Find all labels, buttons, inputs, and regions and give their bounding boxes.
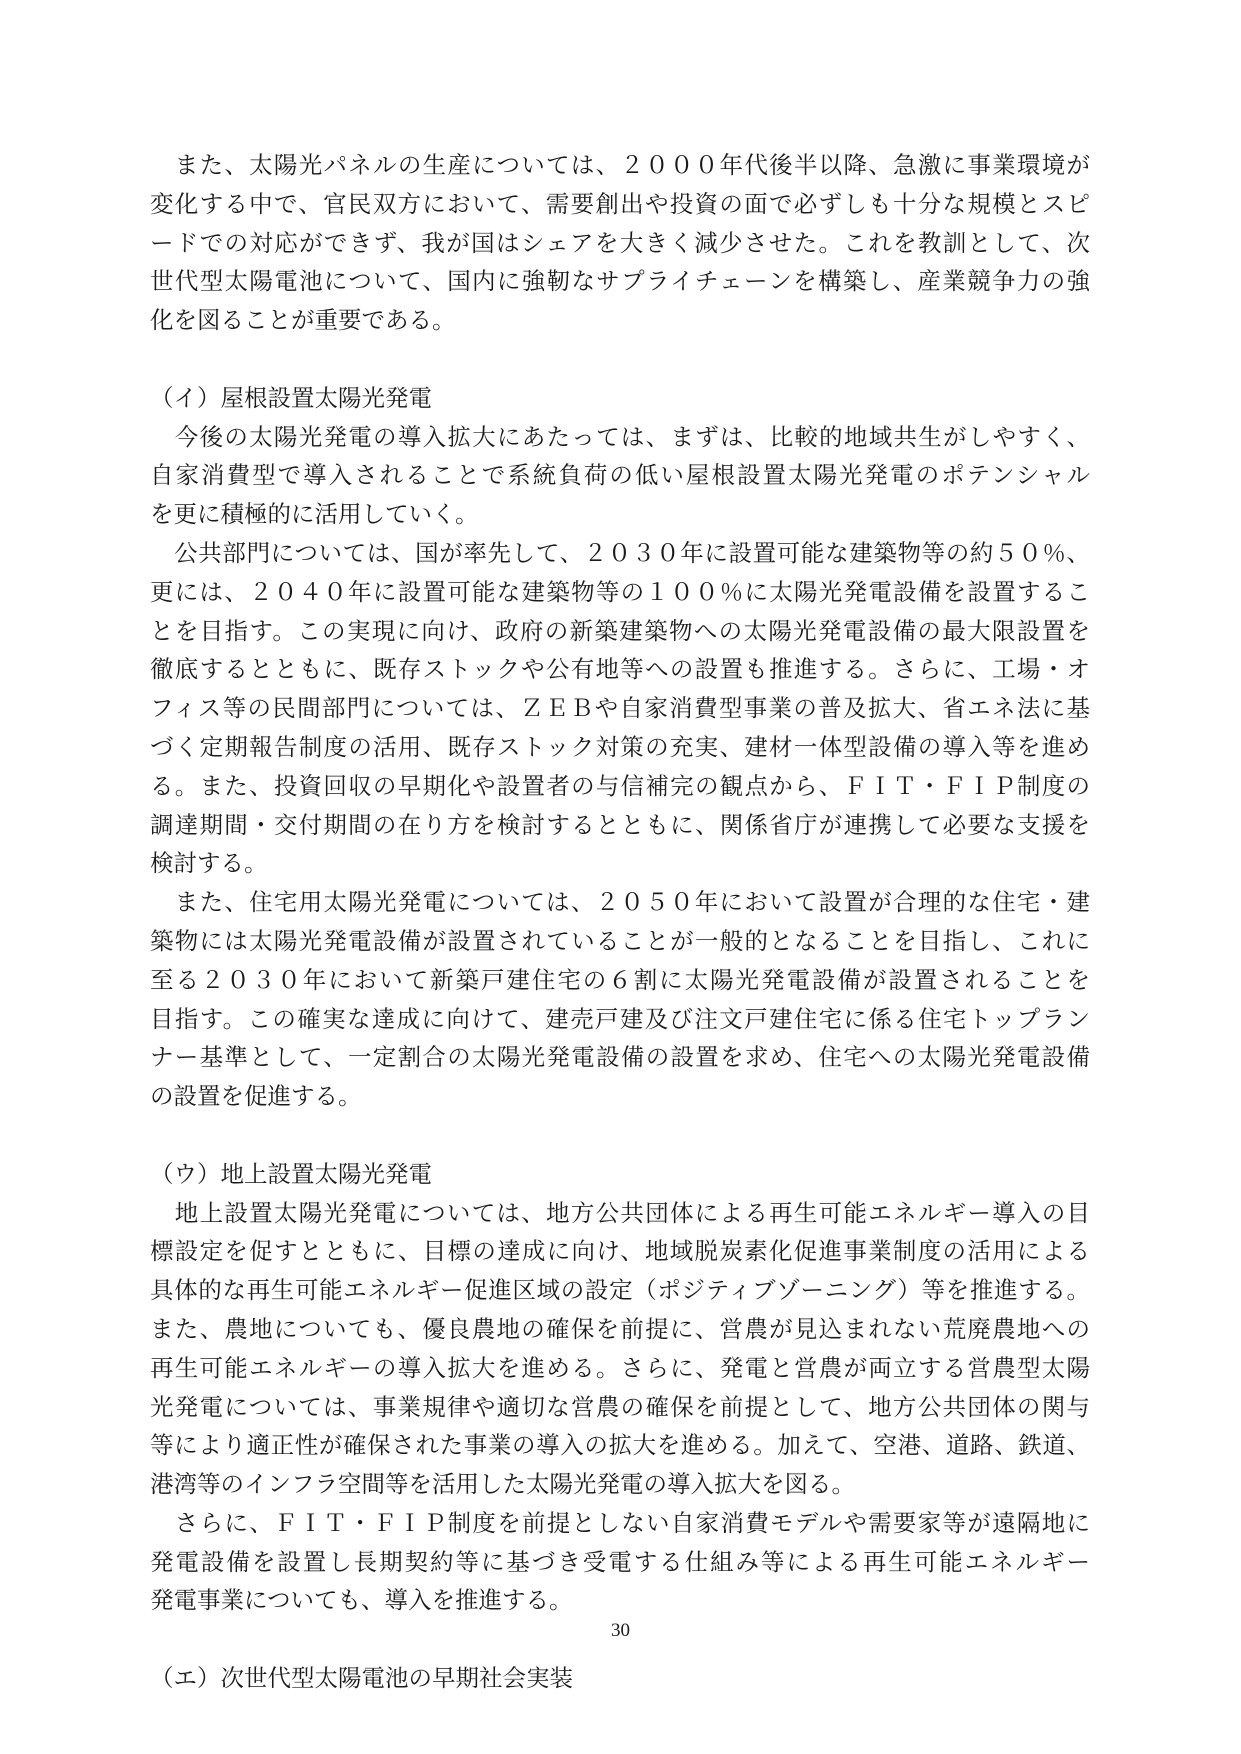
- text-line: 具体的な再生可能エネルギー促進区域の設定（ポジティブゾーニング）等を推進する。: [150, 1276, 1090, 1305]
- text-line: フィス等の民間部門については、ＺＥＢや自家消費型事業の普及拡大、省エネ法に基: [150, 694, 1090, 723]
- text-line: 標設定を促すとともに、目標の達成に向け、地域脱炭素化促進事業制度の活用による: [150, 1237, 1090, 1266]
- section-heading-rooftop-solar: （イ）屋根設置太陽光発電: [150, 383, 432, 412]
- paragraph-self-consumption: [150, 1504, 1090, 1620]
- text-line: 等により適正性が確保された事業の導入の拡大を進める。加えて、空港、道路、鉄道、: [150, 1431, 1090, 1460]
- paragraph-ground-mounted: [150, 1194, 1090, 1504]
- section-heading-next-gen-solar: （エ）次世代型太陽電池の早期社会実装: [150, 1664, 573, 1693]
- text-line: ードでの対応ができず、我が国はシェアを大きく減少させた。これを教訓として、次: [150, 228, 1090, 257]
- text-line: また、住宅用太陽光発電については、２０５０年において設置が合理的な住宅・建: [150, 888, 1090, 917]
- text-line: 地上設置太陽光発電については、地方公共団体による再生可能エネルギー導入の目: [150, 1198, 1090, 1227]
- text-line: を更に積極的に活用していく。: [150, 500, 479, 529]
- text-line: 発電事業についても、導入を推進する。: [150, 1586, 573, 1615]
- page-number: 30: [611, 1620, 630, 1641]
- text-line: とを目指す。この実現に向け、政府の新築建築物への太陽光発電設備の最大限設置を: [150, 616, 1090, 645]
- text-line: また、太陽光パネルの生産については、２０００年代後半以降、急激に事業環境が: [150, 151, 1090, 179]
- text-line: 徹底するとともに、既存ストックや公有地等への設置も推進する。さらに、工場・オ: [150, 655, 1090, 684]
- text-line: 変化する中で、官民双方において、需要創出や投資の面で必ずしも十分な規模とスピ: [150, 189, 1090, 218]
- text-line: 光発電については、事業規律や適切な営農の確保を前提として、地方公共団体の関与: [150, 1392, 1090, 1421]
- paragraph-public-sector: [150, 534, 1090, 883]
- paragraph-residential-solar: [150, 883, 1090, 1116]
- text-line: 公共部門については、国が率先して、２０３０年に設置可能な建築物等の約５０％、: [150, 538, 1090, 567]
- section-heading-ground-solar: （ウ）地上設置太陽光発電: [150, 1159, 432, 1188]
- text-line: 再生可能エネルギーの導入拡大を進める。さらに、発電と営農が両立する営農型太陽: [150, 1353, 1090, 1382]
- text-line: また、農地についても、優良農地の確保を前提に、営農が見込まれない荒廃農地への: [150, 1314, 1090, 1343]
- text-line: 港湾等のインフラ空間等を活用した太陽光発電の導入拡大を図る。: [150, 1470, 855, 1499]
- text-line: 今後の太陽光発電の導入拡大にあたっては、まずは、比較的地域共生がしやすく、: [150, 422, 1090, 451]
- text-line: 発電設備を設置し長期契約等に基づき受電する仕組み等による再生可能エネルギー: [150, 1547, 1090, 1576]
- paragraph-solar-panel-production: [150, 146, 1090, 340]
- section-spacer: [150, 340, 1090, 379]
- text-line: ナー基準として、一定割合の太陽光発電設備の設置を求め、住宅への太陽光発電設備: [150, 1043, 1090, 1072]
- text-line: づく定期報告制度の活用、既存ストック対策の充実、建材一体型設備の導入等を進め: [150, 732, 1090, 761]
- text-line: 至る２０３０年において新築戸建住宅の６割に太陽光発電設備が設置されることを: [150, 965, 1090, 994]
- text-line: の設置を促進する。: [150, 1082, 362, 1111]
- text-line: 調達期間・交付期間の在り方を検討するとともに、関係省庁が連携して必要な支援を: [150, 810, 1090, 839]
- text-line: 自家消費型で導入されることで系統負荷の低い屋根設置太陽光発電のポテンシャル: [150, 461, 1090, 490]
- text-line: 化を図ることが重要である。: [150, 306, 456, 335]
- paragraph-rooftop-intro: [150, 418, 1090, 534]
- text-line: 目指す。この確実な達成に向けて、建売戸建及び注文戸建住宅に係る住宅トップラン: [150, 1004, 1090, 1033]
- section-spacer: [150, 1116, 1090, 1155]
- text-line: 世代型太陽電池について、国内に強靭なサプライチェーンを構築し、産業競争力の強: [150, 267, 1090, 296]
- text-line: 築物には太陽光発電設備が設置されていることが一般的となることを目指し、これに: [150, 926, 1090, 955]
- text-line: 更には、２０４０年に設置可能な建築物等の１００％に太陽光発電設備を設置するこ: [150, 577, 1090, 606]
- document-body: [150, 146, 1090, 1698]
- text-line: 検討する。: [150, 849, 268, 878]
- text-line: さらに、ＦＩＴ・ＦＩＰ制度を前提としない自家消費モデルや需要家等が遠隔地に: [150, 1508, 1090, 1537]
- text-line: る。また、投資回収の早期化や設置者の与信補完の観点から、ＦＩＴ・ＦＩＰ制度の: [150, 771, 1090, 800]
